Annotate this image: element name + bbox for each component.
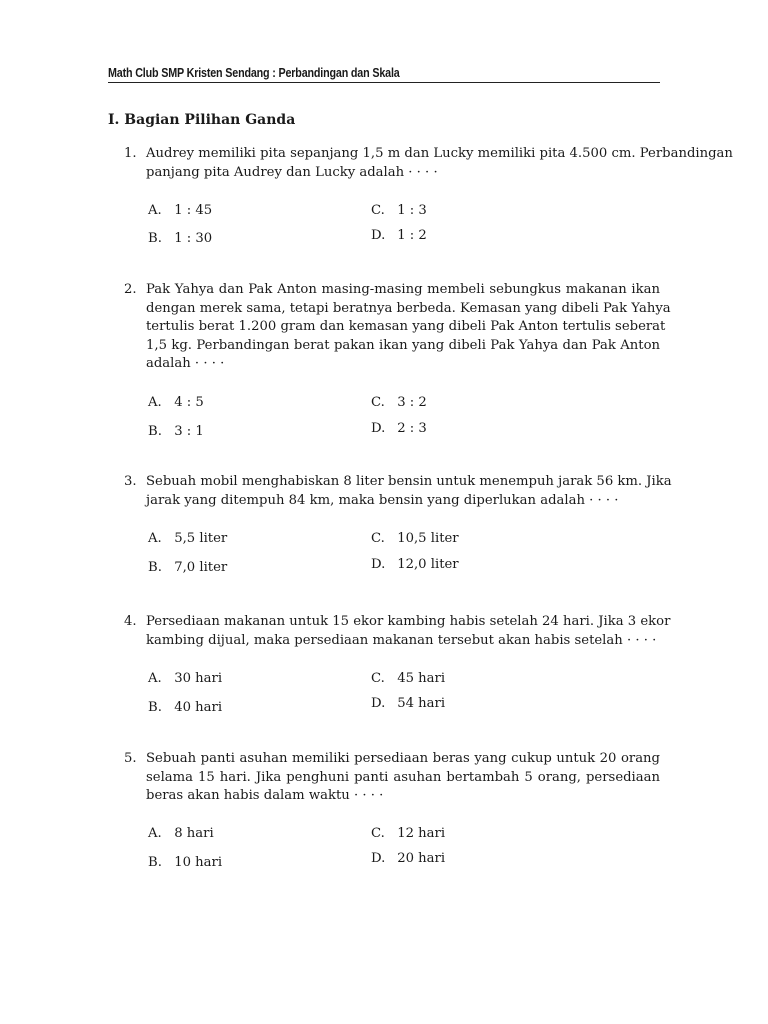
option-text: 10 hari <box>174 855 223 870</box>
option-text: 1 : 3 <box>397 203 427 218</box>
question-line: tertulis berat 1.200 gram dan kemasan yang dibeli Pak Anton tertulis seberat <box>146 319 666 335</box>
option-c <box>371 203 427 218</box>
option-label: D. <box>371 557 386 572</box>
option-c <box>371 531 459 546</box>
option-text: 12,0 liter <box>397 557 459 572</box>
question-line: adalah · · · · <box>146 356 225 372</box>
question-4 <box>124 613 671 650</box>
question-line: Sebuah mobil menghabiskan 8 liter bensin untuk menempuh jarak 56 km. Jika <box>146 474 672 489</box>
question-text <box>146 473 672 510</box>
option-a <box>148 395 204 410</box>
option-c <box>371 671 445 686</box>
section-title: I. Bagian Pilihan Ganda <box>108 112 296 128</box>
option-label: C. <box>371 826 385 841</box>
option-b <box>148 560 227 575</box>
option-c <box>371 826 445 841</box>
question-number: 3. <box>124 474 137 489</box>
option-text: 10,5 liter <box>397 531 459 546</box>
option-a <box>148 671 222 686</box>
option-text: 3 : 1 <box>174 424 204 439</box>
question-line: beras akan habis dalam waktu · · · · <box>146 788 384 804</box>
option-label: C. <box>371 395 385 410</box>
option-text: 3 : 2 <box>397 395 427 410</box>
option-label: B. <box>148 855 162 870</box>
option-label: D. <box>371 228 386 243</box>
question-number: 4. <box>124 614 137 629</box>
option-b <box>148 855 222 870</box>
question-number: 2. <box>124 282 137 297</box>
header-divider <box>108 82 660 83</box>
option-label: A. <box>148 203 162 218</box>
option-text: 54 hari <box>397 696 446 711</box>
option-a <box>148 531 227 546</box>
question-text <box>146 750 660 806</box>
option-label: A. <box>148 671 162 686</box>
question-line: Sebuah panti asuhan memiliki persediaan beras yang cukup untuk 20 orang <box>146 751 660 766</box>
question-line: kambing dijual, maka persediaan makanan tersebut akan habis setelah · · · · <box>146 632 657 648</box>
question-3 <box>124 473 672 510</box>
option-label: D. <box>371 421 386 436</box>
option-label: B. <box>148 231 162 246</box>
option-a <box>148 203 212 218</box>
question-1 <box>124 145 733 182</box>
option-text: 2 : 3 <box>397 421 427 436</box>
option-text: 1 : 45 <box>174 203 213 218</box>
running-header: Math Club SMP Kristen Sendang : Perbandingan dan Skala <box>108 66 400 80</box>
question-number: 1. <box>124 146 137 161</box>
option-c <box>371 395 427 410</box>
question-line: Audrey memiliki pita sepanjang 1,5 m dan Lucky memiliki pita 4.500 cm. Perbandingan <box>146 146 733 161</box>
question-line: selama 15 hari. Jika penghuni panti asuhan bertambah 5 orang, persediaan <box>146 769 660 785</box>
option-label: B. <box>148 700 162 715</box>
question-line: dengan merek sama, tetapi beratnya berbeda. Kemasan yang dibeli Pak Yahya <box>146 300 671 316</box>
option-label: D. <box>371 851 386 866</box>
question-line: Pak Yahya dan Pak Anton masing-masing membeli sebungkus makanan ikan <box>146 282 660 297</box>
option-text: 40 hari <box>174 700 223 715</box>
option-b <box>148 231 212 246</box>
option-label: C. <box>371 531 385 546</box>
option-label: B. <box>148 424 162 439</box>
option-text: 5,5 liter <box>174 531 228 546</box>
option-label: A. <box>148 826 162 841</box>
option-label: D. <box>371 696 386 711</box>
question-line: 1,5 kg. Perbandingan berat pakan ikan yang dibeli Pak Yahya dan Pak Anton <box>146 337 660 353</box>
question-line: Persediaan makanan untuk 15 ekor kambing habis setelah 24 hari. Jika 3 ekor <box>146 614 671 629</box>
question-2 <box>124 281 671 374</box>
option-a <box>148 826 214 841</box>
option-label: B. <box>148 560 162 575</box>
option-text: 8 hari <box>174 826 214 841</box>
option-d <box>371 421 427 436</box>
option-label: A. <box>148 395 162 410</box>
option-b <box>148 700 222 715</box>
option-b <box>148 424 204 439</box>
option-label: A. <box>148 531 162 546</box>
question-number: 5. <box>124 751 137 766</box>
question-text <box>146 281 671 374</box>
option-text: 45 hari <box>397 671 446 686</box>
option-text: 1 : 2 <box>397 228 427 243</box>
option-d <box>371 228 427 243</box>
question-text <box>146 613 671 650</box>
option-label: C. <box>371 671 385 686</box>
question-line: panjang pita Audrey dan Lucky adalah · · · · <box>146 164 438 180</box>
option-d <box>371 696 445 711</box>
option-text: 20 hari <box>397 851 446 866</box>
question-5 <box>124 750 660 806</box>
option-d <box>371 851 445 866</box>
question-text <box>146 145 733 182</box>
question-line: jarak yang ditempuh 84 km, maka bensin yang diperlukan adalah · · · · <box>146 492 619 508</box>
option-text: 12 hari <box>397 826 446 841</box>
option-text: 30 hari <box>174 671 223 686</box>
option-text: 1 : 30 <box>174 231 213 246</box>
option-text: 4 : 5 <box>174 395 204 410</box>
option-d <box>371 557 459 572</box>
option-label: C. <box>371 203 385 218</box>
option-text: 7,0 liter <box>174 560 228 575</box>
